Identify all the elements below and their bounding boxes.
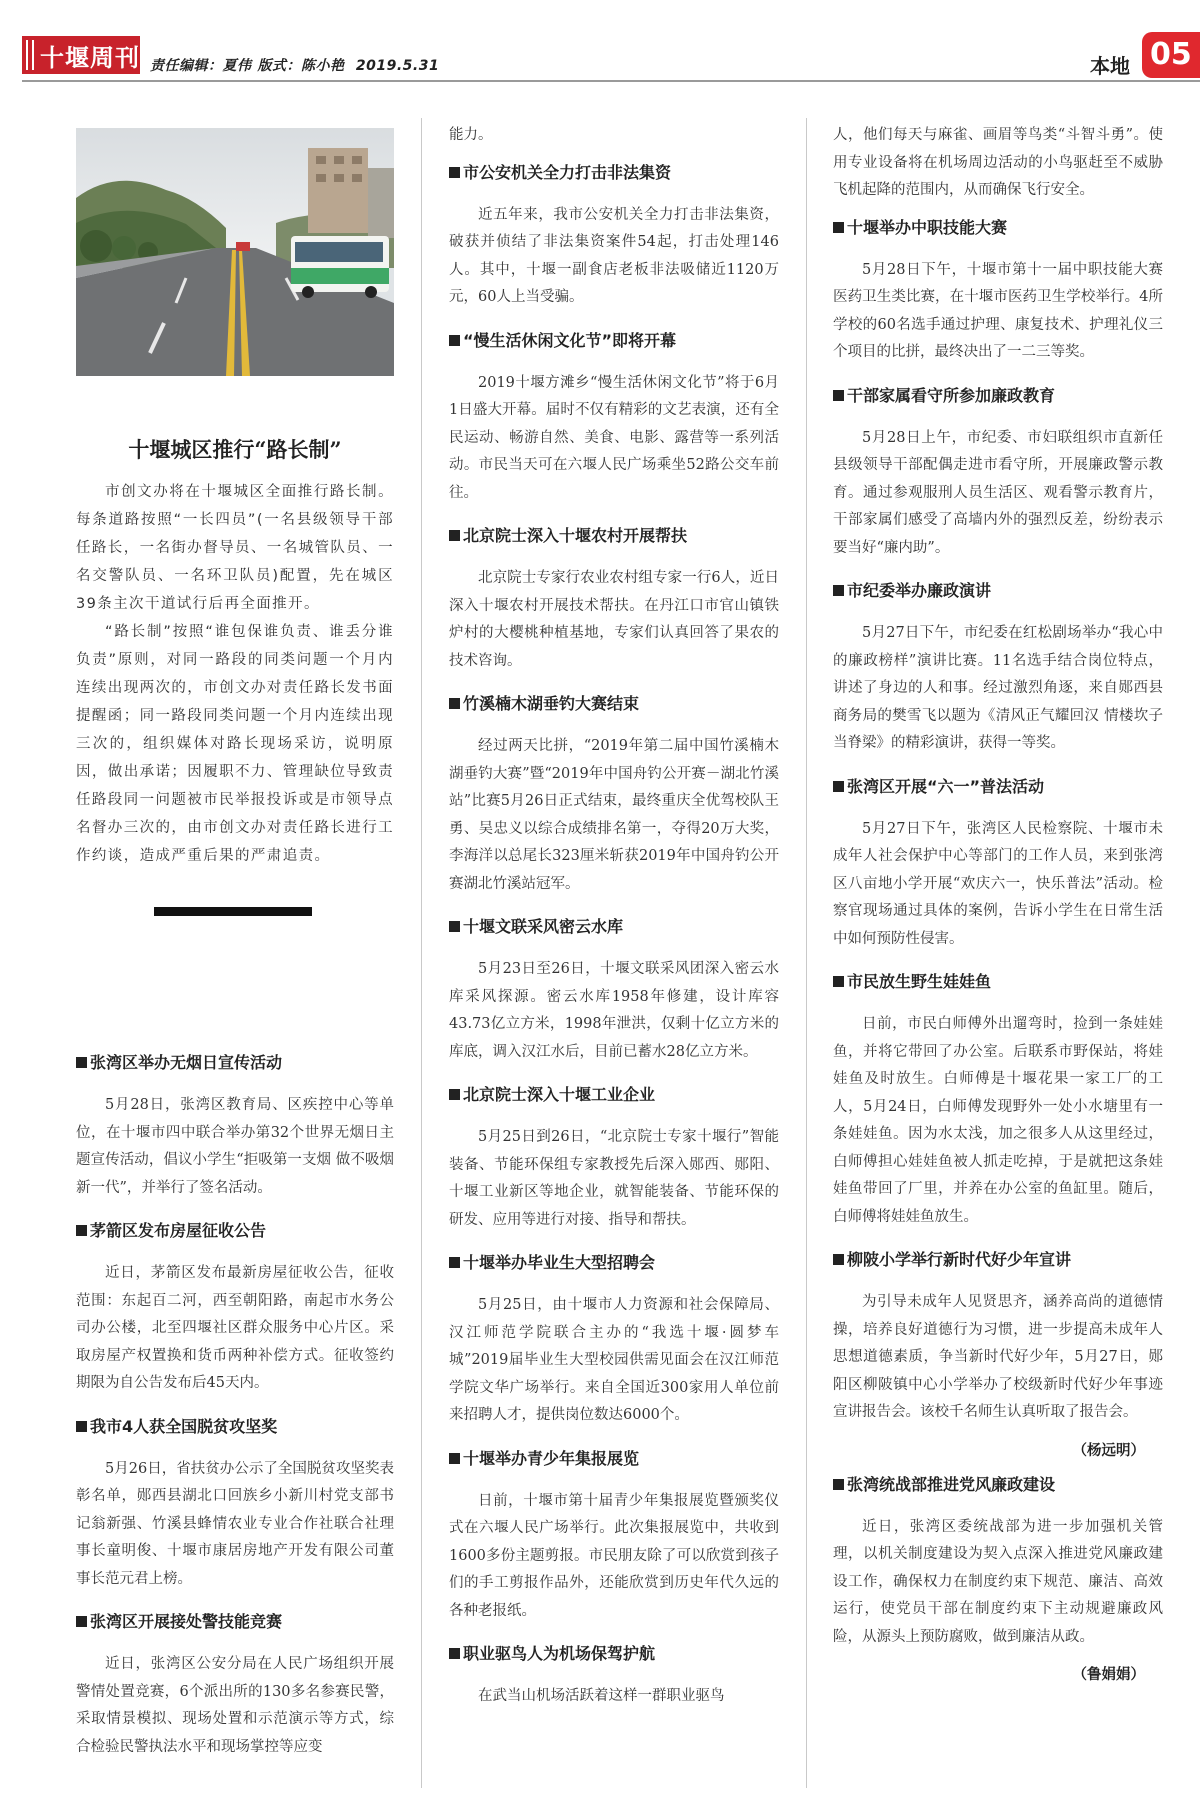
byline: （鲁娟娟） bbox=[1072, 1667, 1145, 1683]
news-body: 2019十堰方滩乡“慢生活休闲文化节”将于6月1日盛大开幕。届时不仅有精彩的文艺表演，还有全民运动、畅游自然、美食、电影、露营等一系列活动。市民当天可在六堰人民广场乘坐52路公交车前往。 bbox=[449, 374, 779, 501]
layout-credit: 版式：陈小艳 bbox=[257, 58, 345, 74]
section-label: 本地 bbox=[1090, 54, 1130, 78]
news-body: 北京院士专家行农业农村组专家一行6人，近日深入十堰农村开展技术帮扶。在丹江口市官山镇铁炉村的大樱桃种植基地，专家们认真回答了果农的技术咨询。 bbox=[449, 570, 779, 669]
news-title: 柳陂小学举行新时代好少年宣讲 bbox=[847, 1250, 1072, 1269]
square-bullet-icon bbox=[76, 1057, 87, 1068]
square-bullet-icon bbox=[76, 1225, 87, 1236]
news-body: 5月25日到26日，“北京院士专家十堰行”智能装备、节能环保组专家教授先后深入郧西、郧阳、十堰工业新区等地企业，就智能装备、节能环保的研发、应用等进行对接、指导和帮扶。 bbox=[449, 1129, 779, 1228]
news-item bbox=[449, 162, 779, 312]
feature-body bbox=[76, 478, 394, 870]
news-title: 十堰举办毕业生大型招聘会 bbox=[463, 1253, 656, 1272]
news-body: 5月28日上午，市纪委、市妇联组织市直新任县级领导干部配偶走进市看守所，开展廉政警示教育。通过参观服刑人员生活区、观看警示教育片，干部家属们感受了高墙内外的强烈反差，纷纷表示要当好“廉内助”。 bbox=[833, 429, 1163, 556]
news-item bbox=[449, 1643, 779, 1711]
news-item bbox=[76, 1611, 394, 1761]
news-item bbox=[833, 385, 1163, 563]
news-body: 日前，市民白师傅外出遛弯时，捡到一条娃娃鱼，并将它带回了办公室。后联系市野保站，将娃娃鱼及时放生。白师傅是十堰花果一家工厂的工人，5月24日，白师傅发现野外一处小水塘里有一条娃娃鱼。因为水太浅，加之很多人从这里经过，白师傅担心娃娃鱼被人抓走吃掉，于是就把这条娃娃鱼带回了厂里，并养在办公室的鱼缸里。随后，白师傅将娃娃鱼放生。 bbox=[833, 1016, 1163, 1225]
news-body: 近日，茅箭区发布最新房屋征收公告，征收范围：东起百二河，西至朝阳路，南起市水务公司办公楼，北至四堰社区群众服务中心片区。采取房屋产权置换和货币两种补偿方式。征收签约期限为自公告发布后45天内。 bbox=[76, 1265, 394, 1391]
news-title: 职业驱鸟人为机场保驾护航 bbox=[463, 1644, 656, 1663]
square-bullet-icon bbox=[449, 530, 460, 541]
square-bullet-icon bbox=[76, 1421, 87, 1432]
square-bullet-icon bbox=[833, 1254, 844, 1265]
square-bullet-icon bbox=[449, 167, 460, 178]
news-item bbox=[833, 1474, 1163, 1685]
square-bullet-icon bbox=[449, 1648, 460, 1659]
news-title: 我市4人获全国脱贫攻坚奖 bbox=[90, 1416, 278, 1436]
news-title: 张湾区开展“六一”普法活动 bbox=[847, 776, 1045, 796]
left-news-column bbox=[76, 1052, 394, 1779]
news-item bbox=[449, 1252, 779, 1430]
news-body: 5月26日，省扶贫办公示了全国脱贫攻坚奖表彰名单，郧西县湖北口回族乡小新川村党支部书记翁新强、竹溪县蜂情农业专业合作社联合社理事长童明俊、十堰市康居房地产开发有限公司董事长范元君上榜。 bbox=[76, 1460, 394, 1587]
news-body: 5月28日，张湾区教育局、区疾控中心等单位，在十堰市四中联合举办第32个世界无烟日主题宣传活动，倡议小学生“拒吸第一支烟 做不吸烟新一代”，并举行了签名活动。 bbox=[76, 1097, 394, 1196]
news-body: 近日，张湾区委统战部为进一步加强机关管理，以机关制度建设为契入点深入推进党风廉政建设工作，确保权力在制度约束下规范、廉洁、高效运行，使党员干部在制度约束下主动规避廉政风险，从源头上预防腐败，做到廉洁从政。 bbox=[833, 1518, 1163, 1645]
road-photo bbox=[76, 128, 394, 376]
news-item bbox=[449, 1448, 779, 1626]
news-body-continued: 能力。 bbox=[449, 127, 493, 143]
news-title: 十堰举办青少年集报展览 bbox=[463, 1448, 640, 1468]
news-item bbox=[76, 1052, 394, 1202]
news-item bbox=[833, 971, 1163, 1231]
news-item bbox=[449, 693, 779, 898]
news-body: 5月28日下午，十堰市第十一届中职技能大赛医药卫生类比赛，在十堰市医药卫生学校举行。4所学校的60名选手通过护理、康复技术、护理礼仪三个项目的比拼，最终决出了一二三等奖。 bbox=[833, 261, 1163, 360]
square-bullet-icon bbox=[449, 921, 460, 932]
news-item bbox=[449, 1084, 779, 1234]
news-title: 北京院士深入十堰农村开展帮扶 bbox=[463, 526, 688, 545]
feature-paragraph: “路长制”按照“谁包保谁负责、谁丢分谁负责”原则，对同一路段的同类问题一个月内连续出现两次的，市创文办对责任路长发书面提醒函；同一路段同类问题一个月内连续出现三次的，组织媒体对路长现场采访，说明原因，做出承诺；因履职不力、管理缺位导致责任路段同一问题被市民举报投诉或是市领导点名督办三次的，由市创文办对责任路长进行工作约谈，造成严重后果的严肃追责。 bbox=[76, 624, 394, 864]
news-body: 5月27日下午，张湾区人民检察院、十堰市未成年人社会保护中心等部门的工作人员，来到张湾区八亩地小学开展“欢庆六一，快乐普法”活动。检察官现场通过具体的案例，告诉小学生在日常生活中如何预防性侵害。 bbox=[833, 820, 1163, 947]
news-title: 干部家属看守所参加廉政教育 bbox=[847, 385, 1056, 405]
byline: （杨远明） bbox=[1072, 1442, 1145, 1459]
news-item bbox=[76, 1416, 394, 1594]
news-title: 张湾统战部推进党风廉政建设 bbox=[847, 1474, 1056, 1494]
news-title: 北京院士深入十堰工业企业 bbox=[463, 1085, 656, 1104]
news-title: 市纪委举办廉政演讲 bbox=[847, 581, 992, 600]
square-bullet-icon bbox=[449, 698, 460, 709]
square-bullet-icon bbox=[449, 1453, 460, 1464]
feature-paragraph: 市创文办将在十堰城区全面推行路长制。每条道路按照“一长四员”(一名县级领导干部任路长，一名街办督导员、一名城管队员、一名交警队员、一名环卫队员)配置，先在城区39条主次干道试行后再全面推开。 bbox=[76, 484, 394, 612]
news-item bbox=[833, 776, 1163, 954]
news-item bbox=[833, 580, 1163, 758]
news-item bbox=[449, 525, 779, 675]
news-body-continued: 人，他们每天与麻雀、画眉等鸟类“斗智斗勇”。使用专业设备将在机场周边活动的小鸟驱赶至不威胁飞机起降的范围内，从而确保飞行安全。 bbox=[833, 127, 1163, 198]
right-news-column bbox=[833, 122, 1163, 1684]
news-item bbox=[449, 330, 779, 508]
news-item bbox=[449, 916, 779, 1066]
feature-title: 十堰城区推行“路长制” bbox=[128, 437, 342, 462]
square-bullet-icon bbox=[833, 585, 844, 596]
news-body: 在武当山机场活跃着这样一群职业驱鸟 bbox=[478, 1688, 725, 1704]
news-body: 5月23日至26日，十堰文联采风团深入密云水库采风探源。密云水库1958年修建，设计库容43.73亿立方米，1998年泄洪，仅剩十亿立方米的库底，调入汉江水后，目前已蓄水28亿立方米。 bbox=[449, 961, 779, 1060]
news-body: 近五年来，我市公安机关全力打击非法集资，破获并侦结了非法集资案件54起，打击处理146人。其中，十堰一副食店老板非法吸储近1120万元，60人上当受骗。 bbox=[449, 206, 779, 305]
logo-mark-icon bbox=[26, 40, 34, 70]
masthead-logo bbox=[22, 36, 140, 74]
square-bullet-icon bbox=[833, 390, 844, 401]
news-item bbox=[833, 217, 1163, 367]
square-bullet-icon bbox=[833, 976, 844, 987]
square-bullet-icon bbox=[833, 1479, 844, 1490]
news-body: 近日，张湾区公安分局在人民广场组织开展警情处置竞赛，6个派出所的130多名参赛民警，采取情景模拟、现场处置和示范演示等方式，综合检验民警执法水平和现场掌控等应变 bbox=[76, 1656, 394, 1755]
issue-date: 2019.5.31 bbox=[355, 58, 440, 74]
page-number: 05 bbox=[1142, 32, 1200, 78]
decorative-bar bbox=[154, 907, 312, 916]
middle-news-column bbox=[449, 122, 779, 1729]
news-title: “慢生活休闲文化节”即将开幕 bbox=[463, 330, 677, 350]
header-rule bbox=[22, 80, 1200, 82]
square-bullet-icon bbox=[449, 1089, 460, 1100]
news-title: 张湾区开展接处警技能竞赛 bbox=[90, 1612, 283, 1631]
news-body: 5月25日，由十堰市人力资源和社会保障局、汉江师范学院联合主办的“我选十堰·圆梦车城”2019届毕业生大型校园供需见面会在汉江师范学院文华广场举行。来自全国近300家用人单位前来招聘人才，提供岗位数达6000个。 bbox=[449, 1297, 779, 1423]
column-divider bbox=[806, 118, 807, 1788]
square-bullet-icon bbox=[449, 1257, 460, 1268]
square-bullet-icon bbox=[449, 335, 460, 346]
square-bullet-icon bbox=[833, 781, 844, 792]
news-body: 经过两天比拼，“2019年第二届中国竹溪楠木湖垂钓大赛”暨“2019年中国舟钓公开赛－湖北竹溪站”比赛5月26日正式结束，最终重庆全优驾校队王勇、吴忠义以综合成绩排名第一，夺得20万大奖，李海洋以总尾长323厘米斩获2019年中国舟钓公开赛湖北竹溪站冠军。 bbox=[449, 738, 779, 892]
news-title: 竹溪楠木湖垂钓大赛结束 bbox=[463, 694, 640, 713]
square-bullet-icon bbox=[76, 1616, 87, 1627]
column-divider bbox=[421, 118, 422, 1788]
news-item bbox=[833, 1249, 1163, 1460]
news-body: 5月27日下午，市纪委在红松剧场举办“我心中的廉政榜样”演讲比赛。11名选手结合岗位特点，讲述了身边的人和事。经过激烈角逐，来自郧西县商务局的樊雪飞以题为《清风正气耀回汉 情楼坎子当脊梁》的精彩演讲，获得一等奖。 bbox=[833, 625, 1163, 751]
editor-credit: 责任编辑：夏伟 bbox=[150, 58, 252, 74]
news-title: 市公安机关全力打击非法集资 bbox=[463, 162, 672, 182]
credits-line bbox=[150, 55, 445, 75]
news-item bbox=[76, 1220, 394, 1398]
news-title: 张湾区举办无烟日宣传活动 bbox=[90, 1053, 283, 1072]
news-title: 十堰举办中职技能大赛 bbox=[847, 217, 1008, 237]
news-title: 茅箭区发布房屋征收公告 bbox=[90, 1221, 267, 1240]
square-bullet-icon bbox=[833, 222, 844, 233]
news-title: 市民放生野生娃娃鱼 bbox=[847, 972, 992, 991]
news-body: 日前，十堰市第十届青少年集报展览暨颁奖仪式在六堰人民广场举行。此次集报展览中，共收到1600多份主题剪报。市民朋友除了可以欣赏到孩子们的手工剪报作品外，还能欣赏到历史年代久远的各种老报纸。 bbox=[449, 1492, 779, 1619]
road-scene-illustration bbox=[76, 128, 394, 376]
news-body: 为引导未成年人见贤思齐，涵养高尚的道德情操，培养良好道德行为习惯，进一步提高未成年人思想道德素质，争当新时代好少年，5月27日，郧阳区柳陂镇中心小学举办了校级新时代好少年事迹宣讲报告会。该校千名师生认真听取了报告会。 bbox=[833, 1294, 1163, 1420]
masthead-name: 十堰周刊 bbox=[40, 43, 140, 72]
news-title: 十堰文联采风密云水库 bbox=[463, 917, 624, 936]
